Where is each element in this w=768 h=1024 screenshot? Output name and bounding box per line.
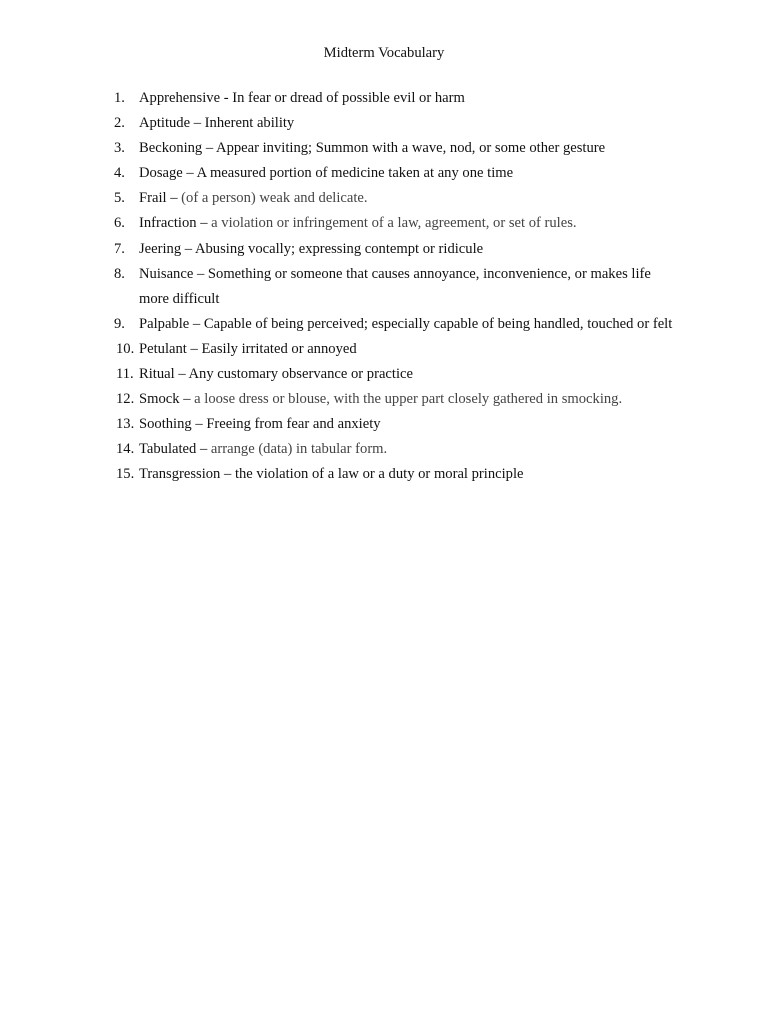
vocab-definition: the violation of a law or a duty or moral principle [234,466,524,483]
term-separator: – [196,215,212,232]
vocab-item [116,362,679,387]
vocab-term: Apprehensive [139,90,221,106]
vocabulary-list [114,86,679,488]
item-number: 6. [114,215,125,232]
item-number: 4. [114,165,125,182]
vocab-term: Tabulated [139,441,197,458]
vocab-term: Jeering [139,240,182,257]
term-separator: – [191,416,207,433]
vocab-item [116,337,679,362]
item-number: 9. [114,315,125,332]
vocab-definition: a loose dress or blouse, with the upper part closely gathered in smocking. [194,391,623,408]
vocab-definition: Freeing from fear and anxiety [206,416,381,433]
vocab-definition: arrange (data) in tabular form. [210,441,388,458]
item-number: 12. [116,391,135,408]
item-number: 1. [114,90,125,106]
vocab-definition: (of a person) weak and delicate. [181,190,368,207]
vocab-term: Petulant [139,340,187,357]
vocab-term: Dosage [139,165,183,182]
vocab-term: Transgression [139,466,221,483]
term-separator: – [190,115,205,132]
vocab-term: Nuisance [139,265,194,282]
vocab-definition: a violation or infringement of a law, agreement, or set of rules. [211,215,577,232]
term-separator: – [179,391,195,408]
vocab-term: Smock [139,391,180,408]
item-number: 5. [114,190,125,207]
vocab-definition: Inherent ability [204,115,295,132]
item-number: 15. [116,466,135,483]
vocab-item [116,412,679,437]
term-separator: – [220,466,235,483]
vocab-term: Aptitude [139,115,191,132]
vocab-definition: Easily irritated or annoyed [201,340,357,357]
item-number: 7. [114,240,125,257]
item-number: 13. [116,416,135,433]
term-separator: – [174,366,189,383]
item-number: 2. [114,115,125,132]
vocab-term: Soothing [139,416,192,433]
vocab-item [114,262,679,312]
item-number: 14. [116,441,135,458]
term-separator: – [166,190,182,207]
vocab-item [114,211,679,236]
vocab-definition: Appear inviting; Summon with a wave, nod, or some other gesture [216,140,606,157]
term-separator: – [193,265,208,282]
vocab-item [116,437,679,462]
term-separator: – [186,340,202,357]
vocab-item [116,462,679,487]
vocab-term: Ritual [139,366,175,383]
vocab-item [114,86,679,111]
term-separator: – [182,165,197,182]
vocab-definition: A measured portion of medicine taken at any one time [196,165,514,182]
item-number: 3. [114,140,125,157]
term-separator: - [220,90,233,106]
item-number: 11. [116,366,134,383]
vocab-item [114,161,679,186]
term-separator: – [196,441,211,458]
term-separator: – [189,315,204,332]
vocab-term: Beckoning [139,140,203,157]
vocab-definition: Any customary observance or practice [188,366,413,383]
vocab-definition: Abusing vocally; expressing contempt or ridicule [194,240,484,257]
item-number: 8. [114,265,125,282]
term-separator: – [202,140,217,157]
vocab-term: Palpable [139,315,190,332]
item-number: 10. [116,340,135,357]
vocab-item [116,387,679,412]
vocab-definition: Capable of being perceived; especially capable of being handled, touched or felt [203,315,673,332]
vocab-item [114,136,679,161]
vocab-definition: In fear or dread of possible evil or harm [232,90,465,106]
vocab-item [114,186,679,211]
vocab-item [114,111,679,136]
page-title: Midterm Vocabulary [323,45,445,61]
vocab-term: Frail [139,190,167,207]
vocab-term: Infraction [139,215,197,232]
vocab-definition: Something or someone that causes annoyance, inconvenience, or makes life more difficult [139,265,651,307]
vocab-item [114,312,679,337]
vocab-item [114,237,679,262]
term-separator: – [181,240,195,257]
